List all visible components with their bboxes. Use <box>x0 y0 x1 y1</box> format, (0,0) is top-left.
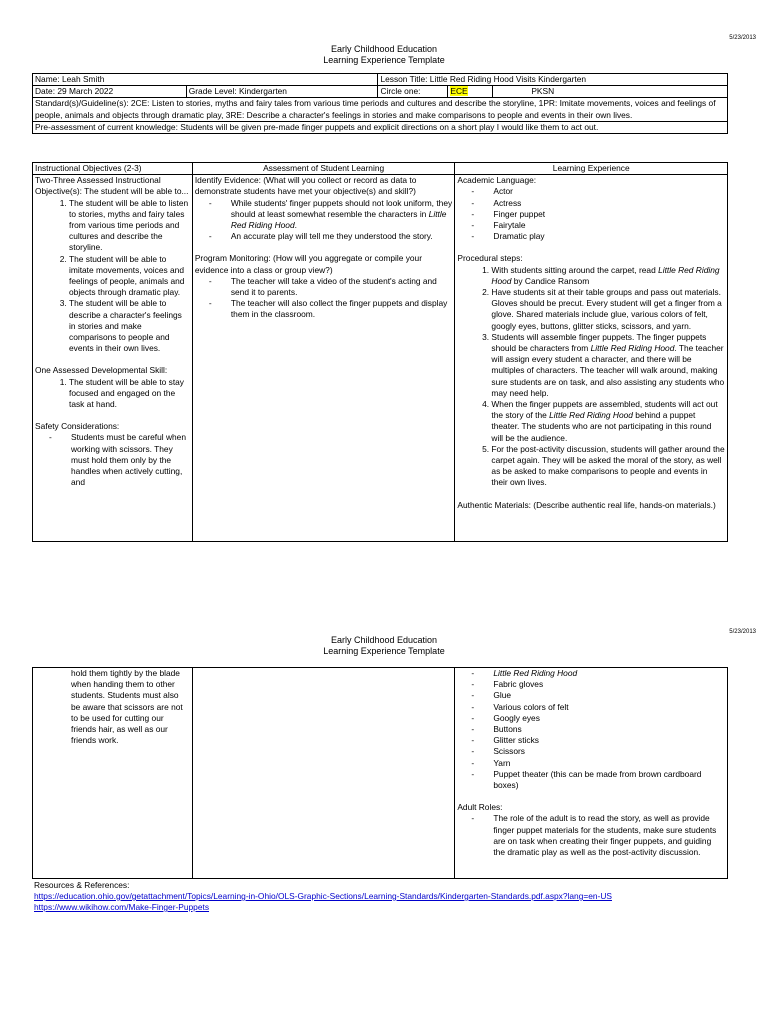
assessment-cell <box>192 175 455 542</box>
pksn-label: PKSN <box>531 86 555 97</box>
lesson-title-cell: Lesson Title: Little Red Riding Hood Visits Kindergarten <box>378 74 728 86</box>
book-title: Little Red Riding Hood <box>230 208 447 231</box>
ece-highlight: ECE <box>450 86 468 97</box>
monitoring-item: - The teacher will take a video of the student's acting and send it to parents. <box>209 276 453 298</box>
objective-item: 2. The student will be able to imitate movements, voices and feelings of people, animals and objects through dramatic play. <box>69 254 190 299</box>
header-line-1: Early Childhood Education <box>330 635 438 645</box>
document-title <box>0 635 768 657</box>
evidence-item: - While students' finger puppets should not look uniform, they should at least somewhat resemble the characters in Little Red Riding Hood. <box>209 198 453 232</box>
procedural-steps-heading: Procedural steps: <box>457 253 523 264</box>
safety-list-continued <box>35 668 190 746</box>
page-date: 5/23/2013 <box>729 35 756 41</box>
circle-option-ece[interactable] <box>448 86 493 98</box>
vocab-item: - Actor <box>471 186 725 197</box>
objectives-cell-continued <box>33 668 193 879</box>
evidence-item: - An accurate play will tell me they understood the story. <box>209 231 453 242</box>
book-title: Little Red Riding Hood <box>590 343 675 354</box>
adult-roles-heading: Adult Roles: <box>457 802 503 813</box>
learning-table-p2 <box>32 667 728 879</box>
resource-link-wikihow[interactable]: https://www.wikihow.com/Make-Finger-Puppets <box>34 902 210 912</box>
dev-skill-item: 1. The student will be able to stay focused and engaged on the task at hand. <box>69 377 190 411</box>
safety-list <box>35 432 190 488</box>
header-line-2: Learning Experience Template <box>323 646 445 656</box>
procedural-steps-list <box>457 265 725 489</box>
material-item: - Yarn <box>471 758 725 769</box>
book-title: Little Red Riding Hood <box>549 410 633 421</box>
standards-cell: Standard(s)/Guideline(s): 2CE: Listen to stories, myths and fairy tales from various time periods and cultures and describe the storyline, 1PR: Imitate movements, voices and feelings of people, animals and objects through dramatic play, 3RE: Describe a character's feelings in stories and make comparisons to people and events in their own lives. <box>33 98 728 121</box>
resources-heading: Resources & References: <box>34 880 130 890</box>
dev-skill-heading: One Assessed Developmental Skill: <box>35 365 168 376</box>
authentic-materials-heading: Authentic Materials: (Describe authentic real life, hands-on materials.) <box>457 499 716 510</box>
evidence-heading: Identify Evidence: (What will you collect or record as data to demonstrate students have met your objective(s) and skill?) <box>194 175 417 197</box>
adult-roles-list <box>457 813 725 858</box>
col-header-experience: Learning Experience <box>455 163 728 175</box>
vocab-item: - Fairytale <box>471 220 725 231</box>
grade-level-cell: Grade Level: Kindergarten <box>186 86 378 98</box>
step-item: 2. Have students sit at their table groups and pass out materials. Gloves should be precut. Every student will get a finger from a glove. Shared materials include glue, various colors of felt, googly eyes, buttons, glitter sticks, scissors, and yarn. <box>491 287 725 332</box>
header-line-2: Learning Experience Template <box>323 55 445 65</box>
material-item: - Glitter sticks <box>471 735 725 746</box>
dev-skill-list <box>35 377 190 411</box>
material-item: - Scissors <box>471 746 725 757</box>
vocab-item: - Dramatic play <box>471 231 725 242</box>
material-item: - Buttons <box>471 724 725 735</box>
step-item: 5. For the post-activity discussion, students will gather around the carpet again. They will be asked the moral of the story, as well as be asked to make comparisons to people and events in their own lives. <box>491 444 725 489</box>
objective-item: 3. The student will be able to describe a character's feelings in stories and make comparisons to people and events in their own lives. <box>69 298 190 354</box>
document-title <box>0 44 768 66</box>
lesson-info-table <box>32 73 728 134</box>
resources-section <box>34 880 612 913</box>
material-item: - Various colors of felt <box>471 702 725 713</box>
academic-language-heading: Academic Language: <box>457 175 537 186</box>
material-item: - Puppet theater (this can be made from brown cardboard boxes) <box>471 769 725 791</box>
material-item: - Glue <box>471 690 725 701</box>
vocab-item: - Actress <box>471 198 725 209</box>
objectives-heading: Two-Three Assessed Instructional Objective(s): The student will be able to... <box>35 175 189 197</box>
name-cell: Name: Leah Smith <box>33 74 378 86</box>
step-item: 1. With students sitting around the carpet, read Little Red Riding Hood by Candice Ransom <box>491 265 725 287</box>
book-title: Little Red Riding Hood <box>491 264 720 286</box>
material-item: - Googly eyes <box>471 713 725 724</box>
header-line-1: Early Childhood Education <box>330 44 438 54</box>
material-item <box>471 668 725 679</box>
step-item: 4. When the finger puppets are assembled, students will act out the story of the Little Red Riding Hood behind a puppet theater. The students who are not participating in this round will be the audience. <box>491 399 725 444</box>
assessment-cell-continued <box>192 668 455 879</box>
page-2 <box>0 620 768 1024</box>
safety-heading: Safety Considerations: <box>35 421 120 432</box>
circle-one-label: Circle one: <box>378 86 448 98</box>
preassessment-cell: Pre-assessment of current knowledge: Students will be given pre-made finger puppets and explicit directions on a short play I would like them to act out. <box>33 121 728 133</box>
col-header-objectives: Instructional Objectives (2-3) <box>33 163 193 175</box>
learning-table-p1 <box>32 162 728 542</box>
material-item: - Fabric gloves <box>471 679 725 690</box>
resource-link-ohio-standards[interactable]: https://education.ohio.gov/getattachment/Topics/Learning-in-Ohio/OLS-Graphic-Sections/Learning-Standards/Kindergarten-Standards.pdf.aspx?lang=en-US <box>34 891 612 901</box>
monitoring-list <box>195 276 453 321</box>
circle-option-pksn[interactable] <box>493 86 728 98</box>
step-item: 3. Students will assemble finger puppets. The finger puppets should be characters from Little Red Riding Hood. The teacher will assign every student a character, and there will be multiples of characters. The teacher will walk around, making sure students are on task, and also assisting any students who may need help. <box>491 332 725 399</box>
evidence-list <box>195 198 453 243</box>
date-cell: Date: 29 March 2022 <box>33 86 187 98</box>
monitoring-heading: Program Monitoring: (How will you aggregate or compile your evidence into a class or group view?) <box>194 253 422 275</box>
safety-item-continued: hold them tightly by the blade when handing them to other students. Students must also be aware that scissors are not to be used for cutting our friends hair, as well as our friends work. <box>71 668 183 746</box>
monitoring-item: - The teacher will also collect the finger puppets and display them in the classroom. <box>209 298 453 320</box>
materials-list <box>457 668 725 791</box>
vocab-item: - Finger puppet <box>471 209 725 220</box>
safety-item: - Students must be careful when working with scissors. They must hold them only by the handles when actively cutting, and <box>49 432 190 488</box>
academic-language-list <box>457 186 725 242</box>
experience-cell <box>455 175 728 542</box>
page-date: 5/23/2013 <box>729 629 756 635</box>
objectives-cell <box>33 175 193 542</box>
objective-item: 1. The student will be able to listen to stories, myths and fairy tales from various time periods and cultures and describe the storyline. <box>69 198 190 254</box>
objectives-list <box>35 198 190 355</box>
col-header-assessment: Assessment of Student Learning <box>192 163 455 175</box>
book-title: Little Red Riding Hood <box>493 668 578 678</box>
adult-role-item: - The role of the adult is to read the story, as well as provide finger puppet materials for the students, make sure students are on task when creating their finger puppets, and guiding the dramatic play as well as the post-activity discussion. <box>471 813 725 858</box>
experience-cell-continued <box>455 668 728 879</box>
